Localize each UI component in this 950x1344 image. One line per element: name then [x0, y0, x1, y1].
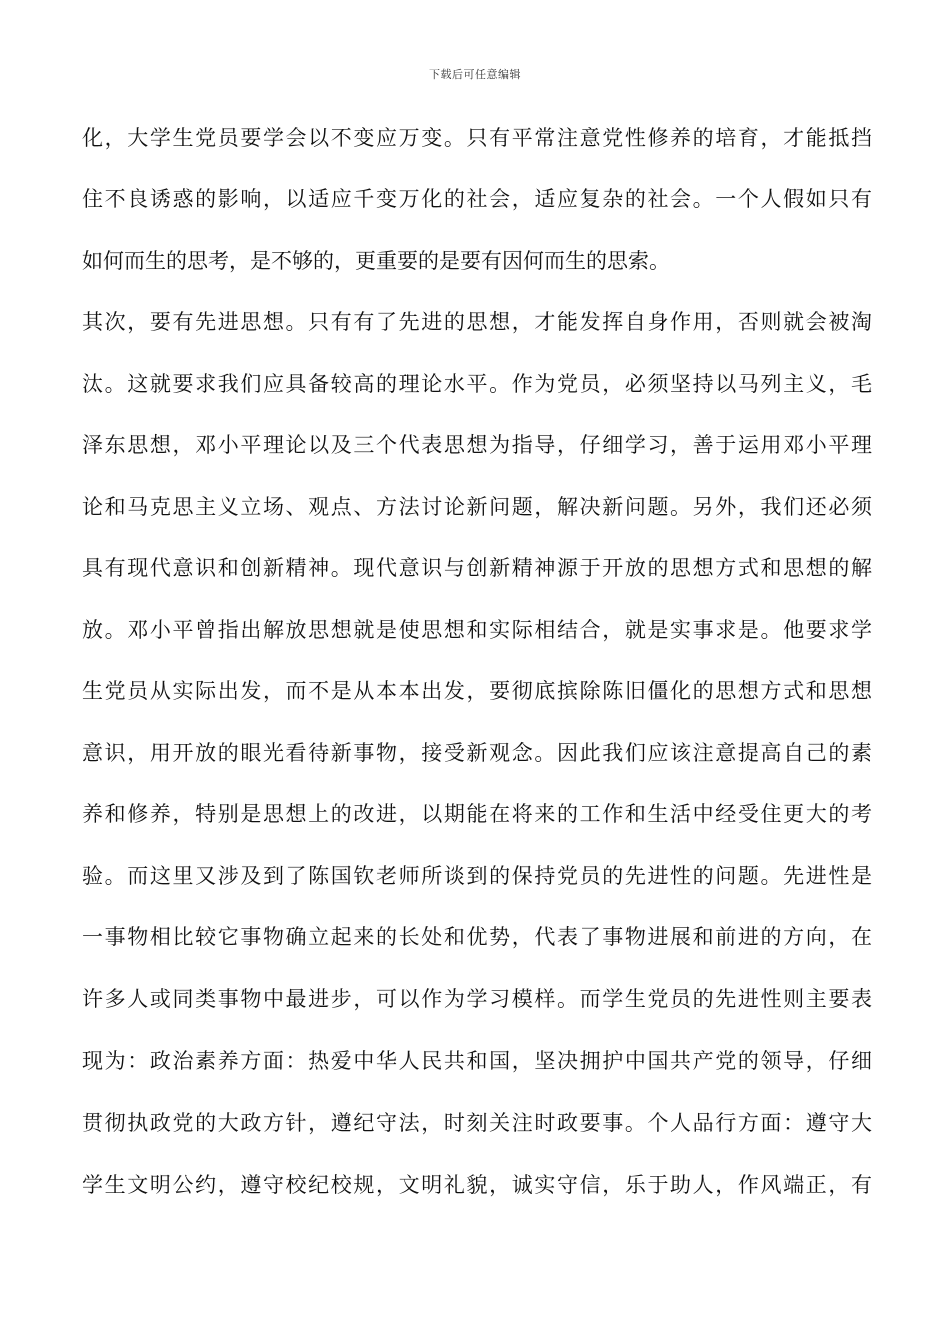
text-line: 意识，用开放的眼光看待新事物，接受新观念。因此我们应该注意提高自己的素 [82, 741, 872, 765]
text-line: 许多人或同类事物中最进步，可以作为学习模样。而学生党员的先进性则主要表 [82, 987, 872, 1011]
download-note-header: 下载后可任意编辑 [429, 68, 521, 81]
text-line: 一事物相比较它事物确立起来的长处和优势，代表了事物进展和前进的方向，在 [82, 925, 872, 949]
text-line: 具有现代意识和创新精神。现代意识与创新精神源于开放的思想方式和思想的解 [82, 556, 872, 580]
text-line: 学生文明公约，遵守校纪校规，文明礼貌，诚实守信，乐于助人，作风端正，有 [82, 1173, 872, 1197]
text-line: 汰。这就要求我们应具备较高的理论水平。作为党员，必须坚持以马列主义，毛 [82, 372, 872, 396]
text-line: 住不良诱惑的影响，以适应千变万化的社会，适应复杂的社会。一个人假如只有 [82, 187, 872, 211]
text-line: 论和马克思主义立场、观点、方法讨论新问题，解决新问题。另外，我们还必须 [82, 495, 872, 519]
text-line: 养和修养，特别是思想上的改进，以期能在将来的工作和生活中经受住更大的考 [82, 802, 872, 826]
text-line: 生党员从实际出发，而不是从本本出发，要彻底摈除陈旧僵化的思想方式和思想 [82, 679, 872, 703]
text-line: 泽东思想，邓小平理论以及三个代表思想为指导，仔细学习，善于运用邓小平理 [82, 433, 872, 457]
text-line: 如何而生的思考，是不够的，更重要的是要有因何而生的思索。 [82, 249, 670, 273]
text-line: 化，大学生党员要学会以不变应万变。只有平常注意党性修养的培育，才能抵挡 [82, 126, 872, 150]
text-line: 现为：政治素养方面：热爱中华人民共和国，坚决拥护中国共产党的领导，仔细 [82, 1049, 872, 1073]
text-line: 验。而这里又涉及到了陈国钦老师所谈到的保持党员的先进性的问题。先进性是 [82, 864, 872, 888]
text-line: 放。邓小平曾指出解放思想就是使思想和实际相结合，就是实事求是。他要求学 [82, 618, 872, 642]
text-line: 贯彻执政党的大政方针，遵纪守法，时刻关注时政要事。个人品行方面：遵守大 [82, 1111, 872, 1135]
text-line: 其次，要有先进思想。只有有了先进的思想，才能发挥自身作用，否则就会被淘 [82, 310, 872, 334]
